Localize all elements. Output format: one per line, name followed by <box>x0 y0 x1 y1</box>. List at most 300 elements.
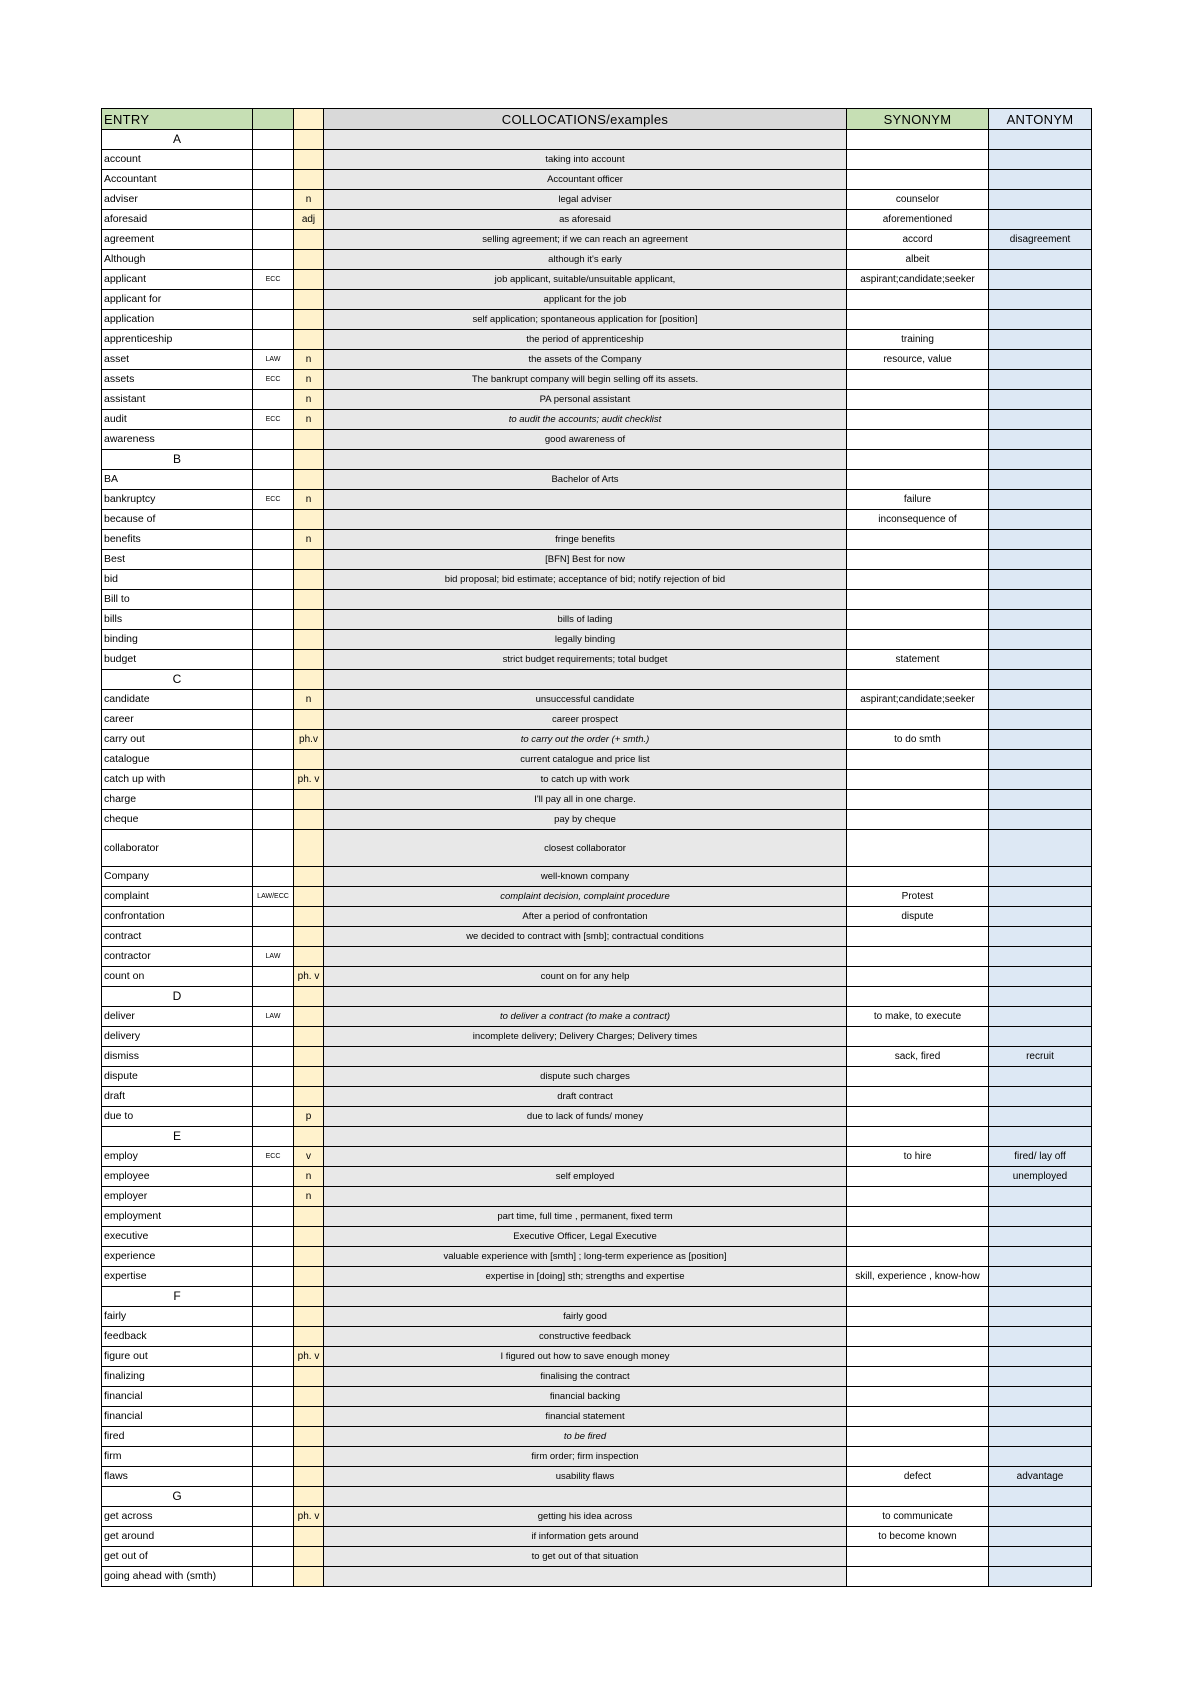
domain-cell[interactable] <box>253 867 294 887</box>
collocations-cell[interactable]: the assets of the Company <box>324 350 847 370</box>
part-of-speech-cell[interactable]: n <box>294 410 324 430</box>
antonym-cell[interactable] <box>989 650 1092 670</box>
collocations-cell[interactable] <box>324 130 847 150</box>
synonym-cell[interactable] <box>847 1307 989 1327</box>
collocations-cell[interactable] <box>324 450 847 470</box>
antonym-cell[interactable] <box>989 610 1092 630</box>
entry-cell[interactable]: employee <box>102 1167 253 1187</box>
part-of-speech-cell[interactable] <box>294 1247 324 1267</box>
domain-cell[interactable] <box>253 1307 294 1327</box>
collocations-cell[interactable]: usability flaws <box>324 1467 847 1487</box>
domain-cell[interactable] <box>253 590 294 610</box>
entry-cell[interactable]: applicant <box>102 270 253 290</box>
antonym-cell[interactable] <box>989 887 1092 907</box>
entry-cell[interactable]: contract <box>102 927 253 947</box>
synonym-cell[interactable] <box>847 410 989 430</box>
domain-cell[interactable] <box>253 670 294 690</box>
part-of-speech-cell[interactable] <box>294 1047 324 1067</box>
synonym-cell[interactable]: resource, value <box>847 350 989 370</box>
synonym-cell[interactable]: accord <box>847 230 989 250</box>
entry-cell[interactable]: candidate <box>102 690 253 710</box>
collocations-cell[interactable]: financial statement <box>324 1407 847 1427</box>
collocations-cell[interactable]: to audit the accounts; audit checklist <box>324 410 847 430</box>
synonym-cell[interactable] <box>847 470 989 490</box>
part-of-speech-cell[interactable]: ph. v <box>294 1347 324 1367</box>
part-of-speech-cell[interactable] <box>294 650 324 670</box>
header-antonym[interactable]: ANTONYM <box>989 109 1092 130</box>
entry-cell[interactable]: BA <box>102 470 253 490</box>
antonym-cell[interactable] <box>989 1407 1092 1427</box>
domain-cell[interactable] <box>253 730 294 750</box>
part-of-speech-cell[interactable] <box>294 1367 324 1387</box>
domain-cell[interactable] <box>253 290 294 310</box>
collocations-cell[interactable] <box>324 510 847 530</box>
antonym-cell[interactable] <box>989 867 1092 887</box>
collocations-cell[interactable]: finalising the contract <box>324 1367 847 1387</box>
domain-cell[interactable] <box>253 470 294 490</box>
part-of-speech-cell[interactable]: n <box>294 1167 324 1187</box>
part-of-speech-cell[interactable]: ph. v <box>294 967 324 987</box>
part-of-speech-cell[interactable]: n <box>294 530 324 550</box>
part-of-speech-cell[interactable] <box>294 330 324 350</box>
entry-cell[interactable]: employ <box>102 1147 253 1167</box>
collocations-cell[interactable]: The bankrupt company will begin selling off its assets. <box>324 370 847 390</box>
antonym-cell[interactable]: fired/ lay off <box>989 1147 1092 1167</box>
part-of-speech-cell[interactable] <box>294 1207 324 1227</box>
entry-cell[interactable]: deliver <box>102 1007 253 1027</box>
entry-cell[interactable]: charge <box>102 790 253 810</box>
synonym-cell[interactable]: Protest <box>847 887 989 907</box>
entry-cell[interactable]: employment <box>102 1207 253 1227</box>
header-domain[interactable] <box>253 109 294 130</box>
part-of-speech-cell[interactable]: ph.v <box>294 730 324 750</box>
synonym-cell[interactable] <box>847 750 989 770</box>
part-of-speech-cell[interactable] <box>294 1447 324 1467</box>
collocations-cell[interactable]: pay by cheque <box>324 810 847 830</box>
part-of-speech-cell[interactable] <box>294 1087 324 1107</box>
part-of-speech-cell[interactable] <box>294 1487 324 1507</box>
part-of-speech-cell[interactable] <box>294 270 324 290</box>
synonym-cell[interactable] <box>847 450 989 470</box>
antonym-cell[interactable] <box>989 450 1092 470</box>
part-of-speech-cell[interactable]: ph. v <box>294 1507 324 1527</box>
synonym-cell[interactable]: to become known <box>847 1527 989 1547</box>
entry-cell[interactable]: assistant <box>102 390 253 410</box>
entry-cell[interactable]: assets <box>102 370 253 390</box>
entry-cell[interactable]: employer <box>102 1187 253 1207</box>
synonym-cell[interactable]: to communicate <box>847 1507 989 1527</box>
entry-cell[interactable]: bid <box>102 570 253 590</box>
synonym-cell[interactable]: to do smth <box>847 730 989 750</box>
domain-cell[interactable] <box>253 170 294 190</box>
collocations-cell[interactable] <box>324 1047 847 1067</box>
antonym-cell[interactable] <box>989 670 1092 690</box>
synonym-cell[interactable]: training <box>847 330 989 350</box>
entry-cell[interactable]: financial <box>102 1407 253 1427</box>
part-of-speech-cell[interactable]: ph. v <box>294 770 324 790</box>
antonym-cell[interactable] <box>989 770 1092 790</box>
synonym-cell[interactable] <box>847 867 989 887</box>
synonym-cell[interactable] <box>847 130 989 150</box>
antonym-cell[interactable] <box>989 1307 1092 1327</box>
entry-cell[interactable]: complaint <box>102 887 253 907</box>
domain-cell[interactable] <box>253 1467 294 1487</box>
synonym-cell[interactable] <box>847 1567 989 1587</box>
synonym-cell[interactable] <box>847 530 989 550</box>
collocations-cell[interactable] <box>324 1187 847 1207</box>
part-of-speech-cell[interactable] <box>294 710 324 730</box>
collocations-cell[interactable] <box>324 1567 847 1587</box>
synonym-cell[interactable] <box>847 310 989 330</box>
domain-cell[interactable] <box>253 1527 294 1547</box>
synonym-cell[interactable] <box>847 770 989 790</box>
entry-cell[interactable]: draft <box>102 1087 253 1107</box>
collocations-cell[interactable]: self application; spontaneous application for [position] <box>324 310 847 330</box>
part-of-speech-cell[interactable] <box>294 630 324 650</box>
entry-cell[interactable]: audit <box>102 410 253 430</box>
entry-cell[interactable]: F <box>102 1287 253 1307</box>
entry-cell[interactable]: G <box>102 1487 253 1507</box>
synonym-cell[interactable] <box>847 1187 989 1207</box>
domain-cell[interactable] <box>253 810 294 830</box>
collocations-cell[interactable]: I'll pay all in one charge. <box>324 790 847 810</box>
collocations-cell[interactable]: dispute such charges <box>324 1067 847 1087</box>
collocations-cell[interactable]: well-known company <box>324 867 847 887</box>
synonym-cell[interactable] <box>847 1407 989 1427</box>
synonym-cell[interactable] <box>847 290 989 310</box>
collocations-cell[interactable]: career prospect <box>324 710 847 730</box>
synonym-cell[interactable]: aforementioned <box>847 210 989 230</box>
entry-cell[interactable]: get around <box>102 1527 253 1547</box>
domain-cell[interactable] <box>253 1267 294 1287</box>
entry-cell[interactable]: feedback <box>102 1327 253 1347</box>
synonym-cell[interactable]: inconsequence of <box>847 510 989 530</box>
synonym-cell[interactable] <box>847 1087 989 1107</box>
part-of-speech-cell[interactable] <box>294 1267 324 1287</box>
entry-cell[interactable]: asset <box>102 350 253 370</box>
collocations-cell[interactable]: valuable experience with [smth] ; long-term experience as [position] <box>324 1247 847 1267</box>
domain-cell[interactable] <box>253 430 294 450</box>
collocations-cell[interactable]: PA personal assistant <box>324 390 847 410</box>
antonym-cell[interactable] <box>989 1127 1092 1147</box>
header-synonym[interactable]: SYNONYM <box>847 109 989 130</box>
entry-cell[interactable]: experience <box>102 1247 253 1267</box>
domain-cell[interactable] <box>253 1207 294 1227</box>
part-of-speech-cell[interactable] <box>294 1427 324 1447</box>
entry-cell[interactable]: binding <box>102 630 253 650</box>
domain-cell[interactable] <box>253 1107 294 1127</box>
collocations-cell[interactable]: Accountant officer <box>324 170 847 190</box>
antonym-cell[interactable] <box>989 370 1092 390</box>
collocations-cell[interactable] <box>324 670 847 690</box>
synonym-cell[interactable] <box>847 150 989 170</box>
collocations-cell[interactable]: to be fired <box>324 1427 847 1447</box>
entry-cell[interactable]: dismiss <box>102 1047 253 1067</box>
entry-cell[interactable]: due to <box>102 1107 253 1127</box>
domain-cell[interactable] <box>253 907 294 927</box>
synonym-cell[interactable] <box>847 927 989 947</box>
antonym-cell[interactable]: recruit <box>989 1047 1092 1067</box>
part-of-speech-cell[interactable] <box>294 670 324 690</box>
domain-cell[interactable] <box>253 1127 294 1147</box>
synonym-cell[interactable] <box>847 1127 989 1147</box>
collocations-cell[interactable]: incomplete delivery; Delivery Charges; Delivery times <box>324 1027 847 1047</box>
entry-cell[interactable]: E <box>102 1127 253 1147</box>
synonym-cell[interactable] <box>847 1067 989 1087</box>
collocations-cell[interactable]: selling agreement; if we can reach an agreement <box>324 230 847 250</box>
antonym-cell[interactable] <box>989 987 1092 1007</box>
antonym-cell[interactable] <box>989 570 1092 590</box>
collocations-cell[interactable]: current catalogue and price list <box>324 750 847 770</box>
collocations-cell[interactable]: unsuccessful candidate <box>324 690 847 710</box>
entry-cell[interactable]: bills <box>102 610 253 630</box>
collocations-cell[interactable]: to deliver a contract (to make a contract) <box>324 1007 847 1027</box>
antonym-cell[interactable] <box>989 590 1092 610</box>
part-of-speech-cell[interactable] <box>294 1387 324 1407</box>
synonym-cell[interactable] <box>847 1427 989 1447</box>
synonym-cell[interactable]: statement <box>847 650 989 670</box>
part-of-speech-cell[interactable]: n <box>294 390 324 410</box>
entry-cell[interactable]: fired <box>102 1427 253 1447</box>
domain-cell[interactable] <box>253 1567 294 1587</box>
domain-cell[interactable] <box>253 210 294 230</box>
domain-cell[interactable]: LAW <box>253 350 294 370</box>
entry-cell[interactable]: Best <box>102 550 253 570</box>
entry-cell[interactable]: career <box>102 710 253 730</box>
entry-cell[interactable]: agreement <box>102 230 253 250</box>
synonym-cell[interactable] <box>847 590 989 610</box>
header-entry[interactable]: ENTRY <box>102 109 253 130</box>
collocations-cell[interactable] <box>324 1127 847 1147</box>
synonym-cell[interactable] <box>847 967 989 987</box>
entry-cell[interactable]: financial <box>102 1387 253 1407</box>
part-of-speech-cell[interactable] <box>294 230 324 250</box>
domain-cell[interactable] <box>253 987 294 1007</box>
synonym-cell[interactable] <box>847 670 989 690</box>
synonym-cell[interactable] <box>847 570 989 590</box>
synonym-cell[interactable] <box>847 1347 989 1367</box>
part-of-speech-cell[interactable] <box>294 987 324 1007</box>
synonym-cell[interactable] <box>847 390 989 410</box>
domain-cell[interactable] <box>253 610 294 630</box>
entry-cell[interactable]: D <box>102 987 253 1007</box>
entry-cell[interactable]: executive <box>102 1227 253 1247</box>
synonym-cell[interactable] <box>847 1487 989 1507</box>
synonym-cell[interactable]: albeit <box>847 250 989 270</box>
collocations-cell[interactable]: as aforesaid <box>324 210 847 230</box>
part-of-speech-cell[interactable] <box>294 867 324 887</box>
entry-cell[interactable]: fairly <box>102 1307 253 1327</box>
antonym-cell[interactable] <box>989 630 1092 650</box>
part-of-speech-cell[interactable] <box>294 1127 324 1147</box>
part-of-speech-cell[interactable]: n <box>294 370 324 390</box>
synonym-cell[interactable]: aspirant;candidate;seeker <box>847 270 989 290</box>
collocations-cell[interactable]: getting his idea across <box>324 1507 847 1527</box>
collocations-cell[interactable]: Bachelor of Arts <box>324 470 847 490</box>
part-of-speech-cell[interactable] <box>294 1547 324 1567</box>
domain-cell[interactable]: ECC <box>253 490 294 510</box>
part-of-speech-cell[interactable]: n <box>294 490 324 510</box>
entry-cell[interactable]: awareness <box>102 430 253 450</box>
part-of-speech-cell[interactable] <box>294 887 324 907</box>
collocations-cell[interactable]: legal adviser <box>324 190 847 210</box>
antonym-cell[interactable]: disagreement <box>989 230 1092 250</box>
part-of-speech-cell[interactable]: n <box>294 1187 324 1207</box>
entry-cell[interactable]: confrontation <box>102 907 253 927</box>
antonym-cell[interactable] <box>989 1367 1092 1387</box>
part-of-speech-cell[interactable] <box>294 1227 324 1247</box>
antonym-cell[interactable] <box>989 710 1092 730</box>
part-of-speech-cell[interactable] <box>294 790 324 810</box>
part-of-speech-cell[interactable] <box>294 1467 324 1487</box>
antonym-cell[interactable]: unemployed <box>989 1167 1092 1187</box>
entry-cell[interactable]: because of <box>102 510 253 530</box>
entry-cell[interactable]: finalizing <box>102 1367 253 1387</box>
synonym-cell[interactable] <box>847 1107 989 1127</box>
entry-cell[interactable]: adviser <box>102 190 253 210</box>
part-of-speech-cell[interactable] <box>294 550 324 570</box>
entry-cell[interactable]: get out of <box>102 1547 253 1567</box>
antonym-cell[interactable] <box>989 250 1092 270</box>
entry-cell[interactable]: catalogue <box>102 750 253 770</box>
synonym-cell[interactable] <box>847 790 989 810</box>
synonym-cell[interactable] <box>847 1287 989 1307</box>
synonym-cell[interactable] <box>847 550 989 570</box>
collocations-cell[interactable]: I figured out how to save enough money <box>324 1347 847 1367</box>
collocations-cell[interactable]: legally binding <box>324 630 847 650</box>
part-of-speech-cell[interactable] <box>294 830 324 867</box>
collocations-cell[interactable]: firm order; firm inspection <box>324 1447 847 1467</box>
domain-cell[interactable] <box>253 967 294 987</box>
collocations-cell[interactable]: although it's early <box>324 250 847 270</box>
antonym-cell[interactable] <box>989 530 1092 550</box>
domain-cell[interactable] <box>253 450 294 470</box>
synonym-cell[interactable]: aspirant;candidate;seeker <box>847 690 989 710</box>
synonym-cell[interactable]: sack, fired <box>847 1047 989 1067</box>
domain-cell[interactable] <box>253 250 294 270</box>
domain-cell[interactable] <box>253 1367 294 1387</box>
part-of-speech-cell[interactable] <box>294 1067 324 1087</box>
domain-cell[interactable]: ECC <box>253 370 294 390</box>
domain-cell[interactable] <box>253 790 294 810</box>
domain-cell[interactable] <box>253 570 294 590</box>
part-of-speech-cell[interactable] <box>294 1327 324 1347</box>
domain-cell[interactable] <box>253 770 294 790</box>
domain-cell[interactable] <box>253 510 294 530</box>
domain-cell[interactable] <box>253 750 294 770</box>
part-of-speech-cell[interactable] <box>294 1287 324 1307</box>
synonym-cell[interactable] <box>847 987 989 1007</box>
antonym-cell[interactable] <box>989 1447 1092 1467</box>
entry-cell[interactable]: C <box>102 670 253 690</box>
domain-cell[interactable] <box>253 1287 294 1307</box>
domain-cell[interactable] <box>253 1247 294 1267</box>
antonym-cell[interactable] <box>989 1187 1092 1207</box>
domain-cell[interactable] <box>253 1047 294 1067</box>
collocations-cell[interactable]: financial backing <box>324 1387 847 1407</box>
synonym-cell[interactable]: skill, experience , know-how <box>847 1267 989 1287</box>
antonym-cell[interactable] <box>989 1287 1092 1307</box>
entry-cell[interactable]: carry out <box>102 730 253 750</box>
antonym-cell[interactable] <box>989 130 1092 150</box>
collocations-cell[interactable]: bid proposal; bid estimate; acceptance of bid; notify rejection of bid <box>324 570 847 590</box>
antonym-cell[interactable] <box>989 1507 1092 1527</box>
antonym-cell[interactable] <box>989 170 1092 190</box>
antonym-cell[interactable]: advantage <box>989 1467 1092 1487</box>
collocations-cell[interactable]: applicant for the job <box>324 290 847 310</box>
domain-cell[interactable] <box>253 1427 294 1447</box>
domain-cell[interactable] <box>253 390 294 410</box>
part-of-speech-cell[interactable] <box>294 1027 324 1047</box>
antonym-cell[interactable] <box>989 927 1092 947</box>
antonym-cell[interactable] <box>989 510 1092 530</box>
antonym-cell[interactable] <box>989 1107 1092 1127</box>
synonym-cell[interactable]: to make, to execute <box>847 1007 989 1027</box>
part-of-speech-cell[interactable]: p <box>294 1107 324 1127</box>
synonym-cell[interactable] <box>847 1547 989 1567</box>
entry-cell[interactable]: firm <box>102 1447 253 1467</box>
synonym-cell[interactable] <box>847 370 989 390</box>
synonym-cell[interactable] <box>847 710 989 730</box>
antonym-cell[interactable] <box>989 810 1092 830</box>
domain-cell[interactable] <box>253 1487 294 1507</box>
entry-cell[interactable]: applicant for <box>102 290 253 310</box>
entry-cell[interactable]: bankruptcy <box>102 490 253 510</box>
domain-cell[interactable] <box>253 1387 294 1407</box>
domain-cell[interactable] <box>253 1167 294 1187</box>
synonym-cell[interactable] <box>847 1387 989 1407</box>
domain-cell[interactable] <box>253 150 294 170</box>
antonym-cell[interactable] <box>989 390 1092 410</box>
synonym-cell[interactable] <box>847 830 989 867</box>
domain-cell[interactable] <box>253 1067 294 1087</box>
antonym-cell[interactable] <box>989 750 1092 770</box>
antonym-cell[interactable] <box>989 270 1092 290</box>
antonym-cell[interactable] <box>989 410 1092 430</box>
collocations-cell[interactable]: constructive feedback <box>324 1327 847 1347</box>
domain-cell[interactable] <box>253 630 294 650</box>
part-of-speech-cell[interactable]: n <box>294 190 324 210</box>
collocations-cell[interactable]: bills of lading <box>324 610 847 630</box>
collocations-cell[interactable]: to get out of that situation <box>324 1547 847 1567</box>
domain-cell[interactable] <box>253 1347 294 1367</box>
synonym-cell[interactable] <box>847 1247 989 1267</box>
synonym-cell[interactable] <box>847 610 989 630</box>
entry-cell[interactable]: Bill to <box>102 590 253 610</box>
domain-cell[interactable] <box>253 1327 294 1347</box>
part-of-speech-cell[interactable] <box>294 1527 324 1547</box>
antonym-cell[interactable] <box>989 550 1092 570</box>
entry-cell[interactable]: delivery <box>102 1027 253 1047</box>
domain-cell[interactable] <box>253 1027 294 1047</box>
domain-cell[interactable]: LAW <box>253 947 294 967</box>
entry-cell[interactable]: count on <box>102 967 253 987</box>
collocations-cell[interactable]: expertise in [doing] sth; strengths and expertise <box>324 1267 847 1287</box>
entry-cell[interactable]: going ahead with (smth) <box>102 1567 253 1587</box>
antonym-cell[interactable] <box>989 730 1092 750</box>
part-of-speech-cell[interactable] <box>294 250 324 270</box>
collocations-cell[interactable]: fairly good <box>324 1307 847 1327</box>
part-of-speech-cell[interactable] <box>294 450 324 470</box>
part-of-speech-cell[interactable] <box>294 590 324 610</box>
entry-cell[interactable]: contractor <box>102 947 253 967</box>
antonym-cell[interactable] <box>989 470 1092 490</box>
domain-cell[interactable]: ECC <box>253 1147 294 1167</box>
domain-cell[interactable] <box>253 1447 294 1467</box>
antonym-cell[interactable] <box>989 790 1092 810</box>
domain-cell[interactable] <box>253 530 294 550</box>
antonym-cell[interactable] <box>989 490 1092 510</box>
